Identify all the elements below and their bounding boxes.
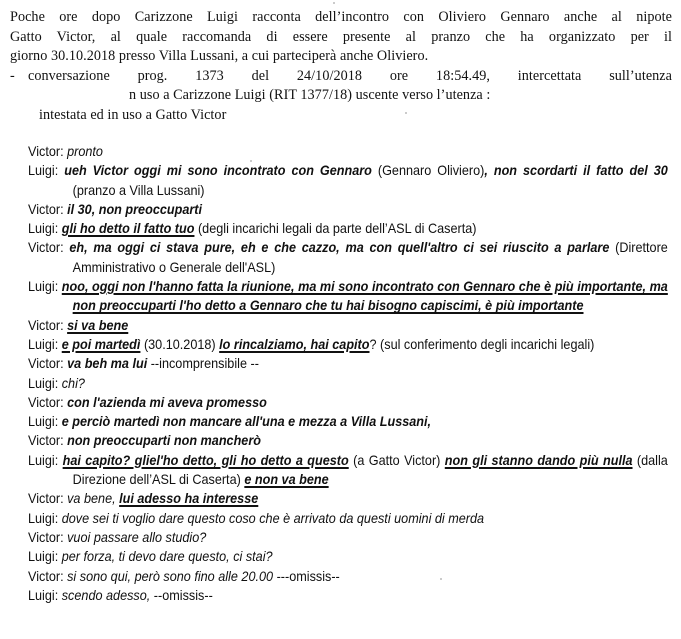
speaker-label: Luigi: <box>28 510 59 526</box>
quote-text: non preoccuparti non mancherò <box>63 433 261 449</box>
conversation-reference-line-2: n uso a Carizzone Luigi (RIT 1377/18) uscente verso l’utenza : <box>129 87 491 103</box>
transcript-turn <box>28 451 668 490</box>
annotation-text: (dalla Direzione dell’ASL di Caserta) <box>72 452 668 488</box>
conversation-reference-line-3: intestata ed in uso a Gatto Victor <box>39 106 227 123</box>
annotation-text: (Direttore Amministrativo o Generale dell'ASL) <box>72 240 668 275</box>
quote-text: va bene, <box>63 491 120 507</box>
quote-text: va beh ma lui <box>63 356 148 372</box>
speaker-label: Luigi: <box>28 163 59 179</box>
emphasized-quote: lui adesso ha interesse <box>119 491 259 507</box>
emphasized-quote: e poi martedì <box>61 336 141 352</box>
speaker-label: Victor: <box>28 201 64 217</box>
quote-text: scendo adesso, <box>58 587 151 603</box>
quote-text: con l'azienda mi aveva promesso <box>63 394 267 410</box>
transcript-turn <box>28 509 668 528</box>
quote-text: ueh Victor oggi mi sono incontrato con Gennaro <box>58 163 372 179</box>
speaker-label: Luigi: <box>28 414 59 430</box>
speaker-label: Luigi: <box>28 279 59 295</box>
transcript-turn <box>28 200 668 219</box>
annotation-text: (Gennaro Oliviero) <box>371 163 485 179</box>
quote-text: , non scordarti il fatto del 30 <box>484 163 668 179</box>
transcript-turn <box>28 238 668 277</box>
scan-speck <box>440 578 442 580</box>
intro-paragraph-line-1: Poche ore dopo Carizzone Luigi racconta dell’incontro con Oliviero Gennaro anche al nipote <box>10 9 672 25</box>
speaker-label: Luigi: <box>28 221 59 237</box>
speaker-label: Luigi: <box>28 375 59 391</box>
emphasized-quote: gli ho detto il fatto tuo <box>61 221 195 237</box>
speaker-label: Victor: <box>28 491 64 507</box>
transcript-turn <box>28 374 668 393</box>
transcript-turn <box>28 354 668 373</box>
intro-section <box>10 8 672 125</box>
intro-paragraph-line-3: giorno 30.10.2018 presso Villa Lussani, a cui parteciperà anche Oliviero. <box>10 48 429 64</box>
quote-text: chi? <box>58 375 85 391</box>
speaker-label: Victor: <box>28 529 64 545</box>
speaker-label: Luigi: <box>28 549 59 565</box>
transcript-turn <box>28 547 668 566</box>
emphasized-quote: noo, oggi non l'hanno fatta la riunione, ma mi sono incontrato con Gennaro che è più importante, ma non preoccuparti l'ho detto a Gennaro che tu hai bisogno capiscimi, è più importante <box>61 279 668 314</box>
transcript-turn <box>28 142 668 161</box>
transcript-turn <box>28 335 668 354</box>
quote-text: dove sei ti voglio dare questo coso che è arrivato da questi uomini di merda <box>58 510 485 526</box>
transcript-turn <box>28 489 668 508</box>
speaker-label: Victor: <box>28 144 64 159</box>
speaker-label: Victor: <box>28 394 64 410</box>
quote-text: si sono qui, però sono fino alle 20.00 <box>63 568 274 584</box>
quote-text: per forza, ti devo dare questo, ci stai? <box>58 549 273 565</box>
scan-speck <box>405 112 407 114</box>
intro-paragraph-line-2: Gatto Victor, al quale raccomanda di essere presente al pranzo che ha organizzato per il <box>10 28 672 45</box>
speaker-label: Luigi: <box>28 452 59 468</box>
transcript-turn <box>28 161 668 200</box>
annotation-text: ---omissis-- <box>273 568 340 584</box>
emphasized-quote: si va bene <box>67 317 129 333</box>
annotation-text: (30.10.2018) <box>140 336 220 352</box>
transcript-turn <box>28 219 668 238</box>
speaker-label: Victor: <box>28 568 64 584</box>
emphasized-quote: hai capito? gliel'ho detto, gli ho detto a questo <box>62 452 349 468</box>
list-dash: - <box>10 67 15 84</box>
transcript-turn <box>28 586 668 605</box>
transcript-turn <box>28 412 668 431</box>
annotation-text: ? (sul conferimento degli incarichi legali) <box>369 336 595 352</box>
speaker-label: Victor: <box>28 356 64 372</box>
speaker-label: Victor: <box>28 240 64 256</box>
transcript-turn <box>28 277 668 316</box>
scan-speck <box>250 160 252 162</box>
quote-text: eh, ma oggi ci stava pure, eh e che cazzo, ma con quell'altro ci sei riuscito a parlare <box>63 240 610 256</box>
quote-text: e perciò martedì non mancare all'una e mezza a Villa Lussani, <box>58 414 432 430</box>
speaker-label: Victor: <box>28 317 64 333</box>
transcript <box>28 142 668 605</box>
transcript-turn <box>28 393 668 412</box>
transcript-turn <box>28 528 668 547</box>
scan-speck <box>333 2 335 4</box>
speaker-label: Luigi: <box>28 587 59 603</box>
transcript-turn <box>28 567 668 586</box>
emphasized-quote: e non va bene <box>244 472 329 488</box>
quote-text: pronto <box>63 144 103 159</box>
annotation-text: (a Gatto Victor) <box>348 452 445 468</box>
annotation-text: --omissis-- <box>150 587 213 603</box>
annotation-text: --incomprensibile -- <box>147 356 259 372</box>
annotation-text: (degli incarichi legali da parte dell’ASL di Caserta) <box>194 221 477 237</box>
quote-text: il 30, non preoccuparti <box>63 201 202 217</box>
speaker-label: Victor: <box>28 433 64 449</box>
quote-text: vuoi passare allo studio? <box>63 529 207 545</box>
emphasized-quote: lo rincalziamo, hai capito <box>219 336 370 352</box>
speaker-label: Luigi: <box>28 336 59 352</box>
emphasized-quote: non gli stanno dando più nulla <box>444 452 633 468</box>
annotation-text: (pranzo a Villa Lussani) <box>72 182 205 198</box>
transcript-turn <box>28 431 668 450</box>
transcript-turn <box>28 316 668 335</box>
conversation-reference <box>10 67 672 87</box>
conversation-reference-line-1: conversazione prog. 1373 del 24/10/2018 ore 18:54.49, intercettata sull’utenza <box>28 67 672 84</box>
